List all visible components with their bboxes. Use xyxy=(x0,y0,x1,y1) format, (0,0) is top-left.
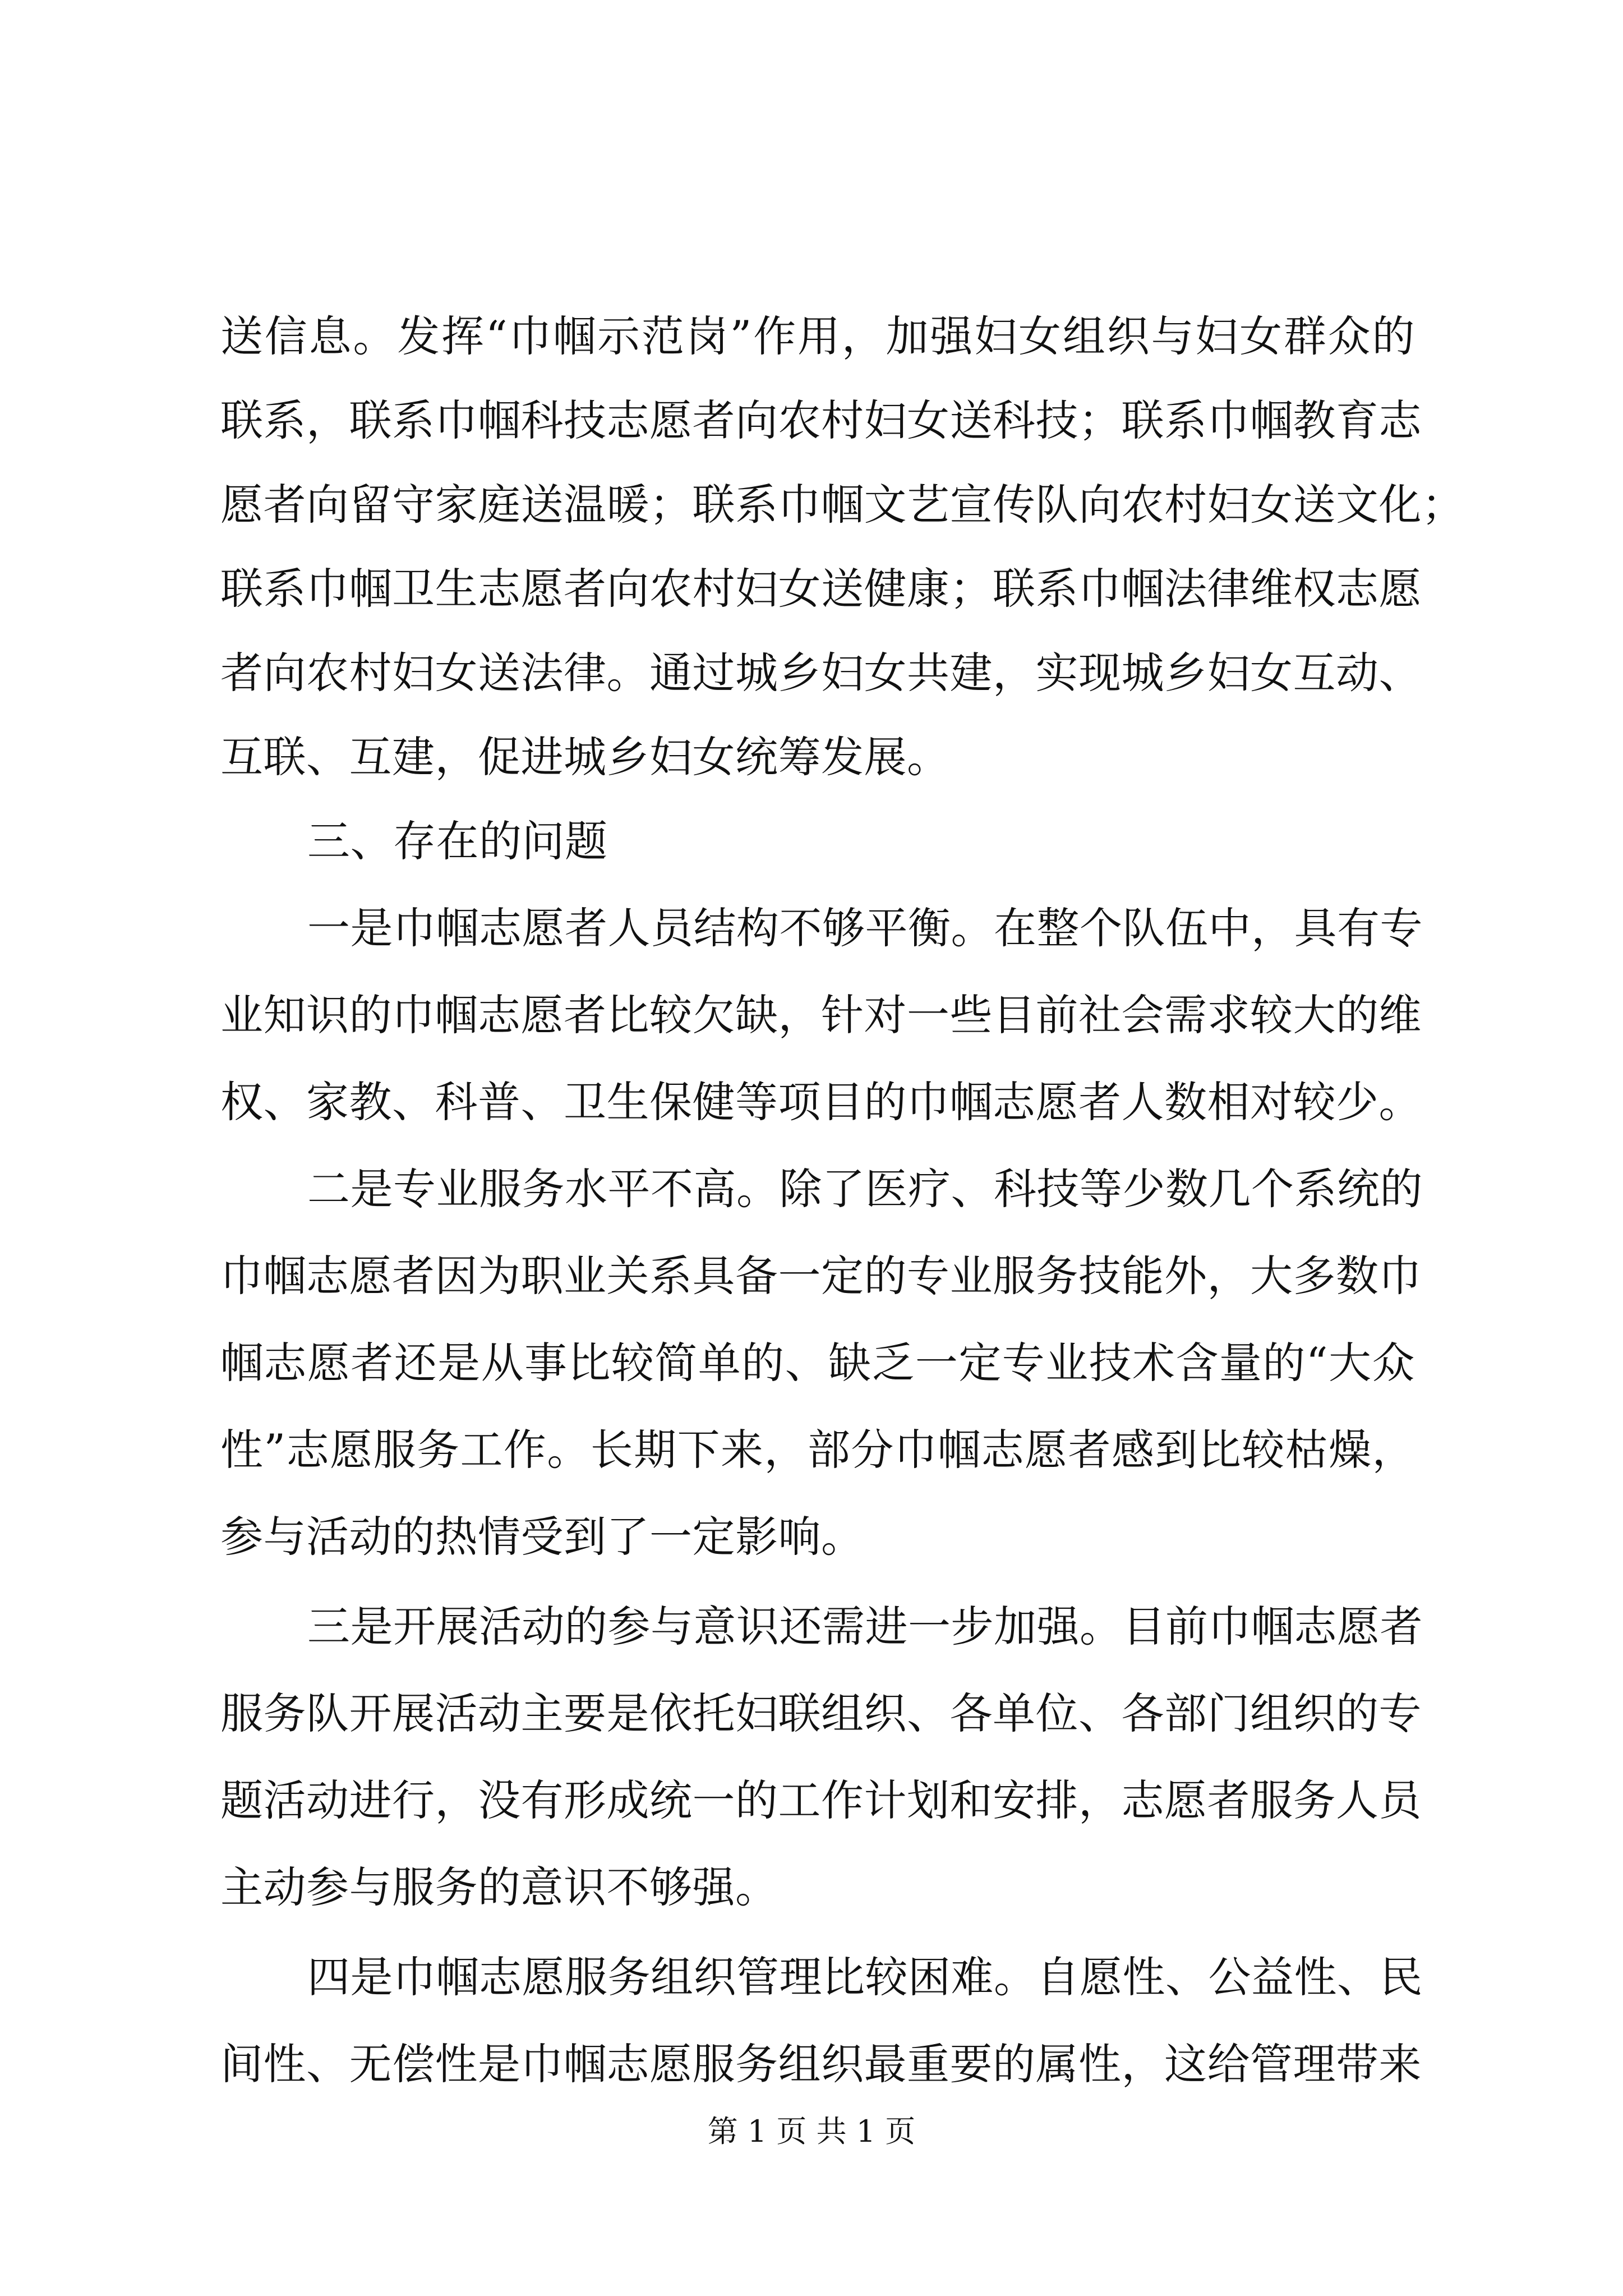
text-line: 三是开展活动的参与意识还需进一步加强。目前巾帼志愿者 xyxy=(307,1602,1423,1651)
text-line: 二是专业服务水平不高。除了医疗、科技等少数几个系统的 xyxy=(307,1164,1423,1214)
text-line: 间性、无偿性是巾帼志愿服务组织最重要的属性，这给管理带来 xyxy=(220,2039,1422,2089)
text-line: 业知识的巾帼志愿者比较欠缺，针对一些目前社会需求较大的维 xyxy=(220,990,1422,1040)
text-line: 参与活动的热情受到了一定影响。 xyxy=(220,1512,864,1562)
text-line: 联系，联系巾帼科技志愿者向农村妇女送科技；联系巾帼教育志 xyxy=(220,395,1422,445)
text-line: 帼志愿者还是从事比较简单的、缺乏一定专业技术含量的“大众 xyxy=(220,1338,1415,1388)
page-footer: 第 1 页 共 1 页 xyxy=(707,2114,916,2149)
text-line: 性”志愿服务工作。长期下来，部分巾帼志愿者感到比较枯燥， xyxy=(220,1425,1415,1475)
text-line: 一是巾帼志愿者人员结构不够平衡。在整个队伍中，具有专 xyxy=(307,903,1423,953)
text-line: 愿者向留守家庭送温暖；联系巾帼文艺宣传队向农村妇女送文化； xyxy=(220,480,1465,530)
text-line: 巾帼志愿者因为职业关系具备一定的专业服务技能外，大多数巾 xyxy=(220,1251,1422,1301)
text-line: 主动参与服务的意识不够强。 xyxy=(220,1862,778,1912)
text-line: 联系巾帼卫生志愿者向农村妇女送健康；联系巾帼法律维权志愿 xyxy=(220,564,1422,614)
text-line: 四是巾帼志愿服务组织管理比较困难。自愿性、公益性、民 xyxy=(307,1952,1423,2002)
text-line: 权、家教、科普、卫生保健等项目的巾帼志愿者人数相对较少。 xyxy=(220,1077,1422,1127)
text-line: 互联、互建，促进城乡妇女统筹发展。 xyxy=(220,732,950,782)
text-line: 服务队开展活动主要是依托妇联组织、各单位、各部门组织的专 xyxy=(220,1688,1422,1738)
text-line: 送信息。发挥“巾帼示范岗”作用，加强妇女组织与妇女群众的 xyxy=(220,311,1415,361)
text-line: 题活动进行，没有形成统一的工作计划和安排，志愿者服务人员 xyxy=(220,1775,1422,1825)
text-line: 者向农村妇女送法律。通过城乡妇女共建，实现城乡妇女互动、 xyxy=(220,648,1422,698)
section-heading: 三、存在的问题 xyxy=(307,816,608,866)
